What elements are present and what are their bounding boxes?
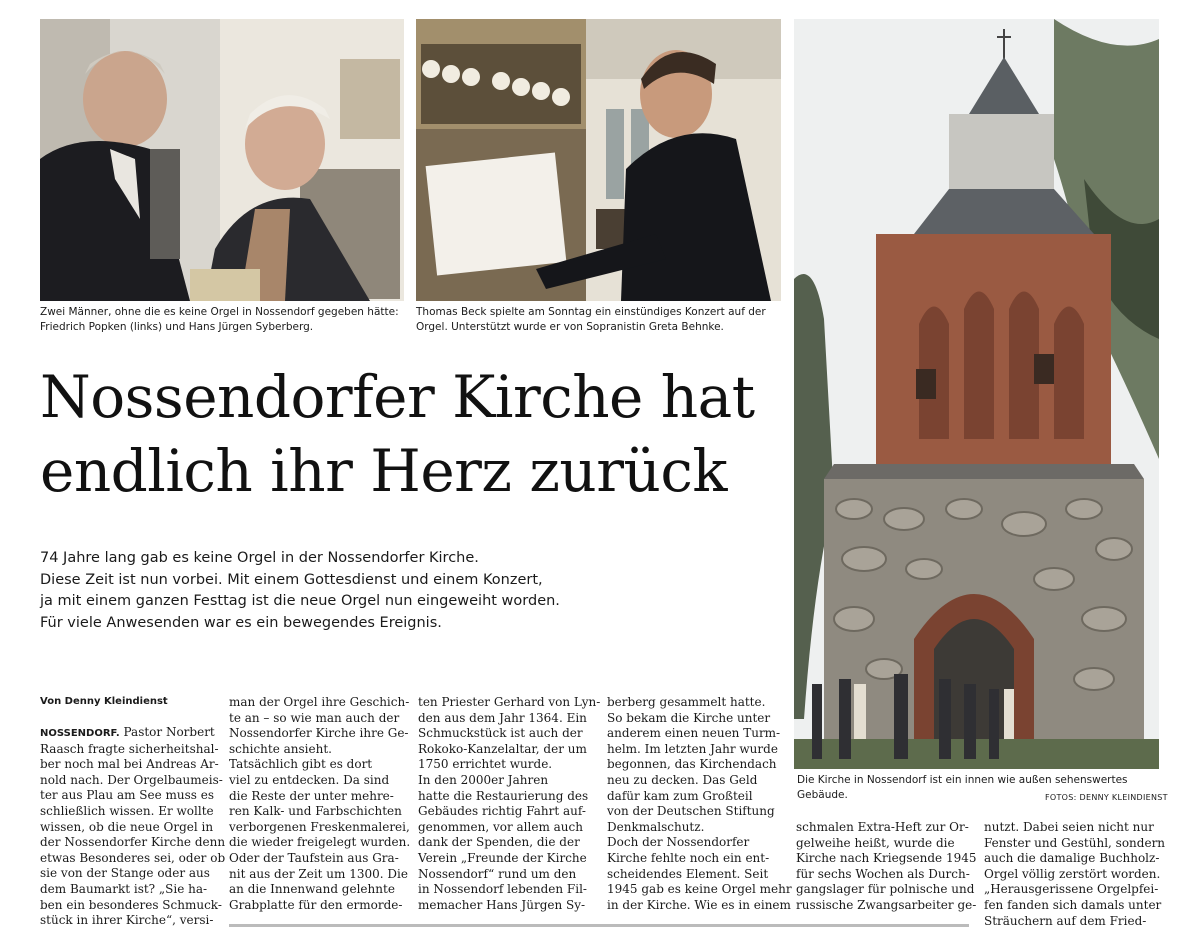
body-line: in der Kirche. Wie es in einem [607,897,791,912]
body-line: begonnen, das Kirchendach [607,757,777,772]
body-line: dem Baumarkt ist? „Sie ha- [40,881,208,896]
body-line: an die Innenwand gelehnte [229,882,395,897]
body-line: für sechs Wochen als Durch- [796,866,970,881]
bottom-rule [229,924,969,927]
body-line: Nossendorfer Kirche ihre Ge- [229,726,409,741]
body-line: 1945 gab es keine Orgel mehr [607,882,792,897]
body-line: viel zu entdecken. Da sind [229,772,390,787]
body-line: Pastor Norbert [119,725,215,739]
organist-at-organ-photo [416,19,781,301]
body-line: verborgenen Freskenmalerei, [229,819,410,834]
body-line: Fenster und Gestühl, sondern [984,835,1166,850]
photo3-caption-line-2: Gebäude. [797,789,848,801]
body-line: stück in ihrer Kirche“, versi- [40,913,214,928]
church-tower-photo [794,19,1159,769]
body-line: Oder der Taufstein aus Gra- [229,850,399,865]
body-line: Sträuchern auf dem Fried- [984,913,1147,928]
photo1-caption [40,305,410,335]
body-line: „Herausgerissene Orgelpfei- [984,882,1159,897]
body-line: Rokoko-Kanzelaltar, der um [418,741,587,756]
headline-line-1: Nossendorfer Kirche hat [40,363,755,431]
body-line: schmalen Extra-Heft zur Or- [796,820,969,834]
photo3-caption-line-1: Die Kirche in Nossendorf ist ein innen wie außen sehenswertes [797,774,1128,786]
body-line: dafür kam zum Großteil [607,788,753,803]
body-line: ten Priester Gerhard von Lyn- [418,695,601,709]
body-column-4 [607,695,792,913]
body-line: etwas Besonderes sei, oder ob [40,850,226,865]
headline [40,360,790,508]
body-line: te an – so wie man auch der [229,710,400,725]
photo-two-men [40,19,404,301]
body-line: Tatsächlich gibt es dort [229,757,373,772]
body-line: hatte die Restaurierung des [418,788,589,803]
body-line: ren Kalk- und Farbschichten [229,804,402,819]
body-line: man der Orgel ihre Geschich- [229,695,410,709]
body-line: anderem einen neuen Turm- [607,726,781,741]
body-column-5 [796,820,977,914]
lead-line-3: ja mit einem ganzen Festtag ist die neue Orgel nun eingeweiht worden. [40,593,560,609]
photo1-caption-line-2: Friedrich Popken (links) und Hans Jürgen Syberberg. [40,321,314,333]
photo-organist [416,19,781,301]
body-line: dank der Spenden, die der [418,835,580,850]
body-line: genommen, vor allem auch [418,819,583,834]
lead-line-4: Für viele Anwesenden war es ein bewegendes Ereignis. [40,614,442,631]
body-line: nit aus der Zeit um 1300. Die [229,866,408,881]
photo2-caption-line-1: Thomas Beck spielte am Sonntag ein einstündiges Konzert auf der [416,306,766,318]
lead-line-1: 74 Jahre lang gab es keine Orgel in der Nossendorfer Kirche. [40,550,479,566]
body-line: von der Deutschen Stiftung [607,804,775,819]
body-line: ter aus Plau am See muss es [40,788,215,803]
body-line: berberg gesammelt hatte. [607,695,766,709]
photo1-caption-line-1: Zwei Männer, ohne die es keine Orgel in Nossendorf gegeben hätte: [40,306,399,318]
body-line: memacher Hans Jürgen Sy- [418,897,586,912]
body-line: ben ein besonderes Schmuck- [40,897,222,912]
body-line: Orgel völlig zerstört worden. [984,866,1161,881]
byline: Von Denny Kleindienst [40,696,168,707]
body-line: Nossendorf“ rund um den [418,866,577,881]
body-line: nutzt. Dabei seien nicht nur [984,820,1154,834]
body-column-6 [984,820,1166,929]
body-line: gangslager für polnische und [796,882,975,897]
photo-church [794,19,1159,769]
body-line: Kirche nach Kriegsende 1945 [796,851,977,866]
body-line: scheidendes Element. Seit [607,866,769,881]
lead-paragraph [40,548,600,634]
body-line: die Reste der unter mehre- [229,788,394,803]
body-line: den aus dem Jahr 1364. Ein [418,710,587,725]
body-line: die wieder freigelegt wurden. [229,835,411,850]
body-line: wissen, ob die neue Orgel in [40,819,214,834]
body-column-2 [229,695,411,913]
body-line: Doch der Nossendorfer [607,835,750,850]
body-line: russische Zwangsarbeiter ge- [796,897,977,912]
body-line: fen fanden sich damals unter [984,897,1162,912]
body-line: Gebäudes richtig Fahrt auf- [418,804,586,819]
body-line: schichte ansieht. [229,741,332,756]
body-line: So bekam die Kirche unter [607,710,771,725]
body-line: gelweihe heißt, wurde die [796,835,955,850]
body-line: der Nossendorfer Kirche denn [40,835,226,850]
body-line: schließlich wissen. Er wollte [40,803,214,818]
photo2-caption [416,305,786,335]
body-column-1 [40,725,226,929]
body-line: helm. Im letzten Jahr wurde [607,741,778,756]
body-line: neu zu decken. Das Geld [607,772,758,787]
body-column-3 [418,695,601,913]
body-line: auch die damalige Buchholz- [984,851,1160,866]
photo-credit: FOTOS: DENNY KLEINDIENST [1045,793,1168,802]
body-line: Grabplatte für den ermorde- [229,897,403,912]
body-line: nold nach. Der Orgelbaumeis- [40,772,223,787]
body-line: sie von der Stange oder aus [40,866,210,881]
body-line: Verein „Freunde der Kirche [418,850,587,865]
headline-line-2: endlich ihr Herz zurück [40,437,727,505]
body-line: Kirche fehlte noch ein ent- [607,850,770,865]
photo2-caption-line-2: Orgel. Unterstützt wurde er von Sopranistin Greta Behnke. [416,321,724,333]
body-line: Schmuckstück ist auch der [418,726,583,741]
body-line: 1750 errichtet wurde. [418,757,553,772]
body-line: in Nossendorf lebenden Fil- [418,882,587,897]
body-line: ber noch mal bei Andreas Ar- [40,757,219,772]
body-line: In den 2000er Jahren [418,772,549,787]
lead-line-2: Diese Zeit ist nun vorbei. Mit einem Gottesdienst und einem Konzert, [40,571,543,588]
body-line: Raasch fragte sicherheitshal- [40,741,219,756]
dateline: NOSSENDORF. [40,728,120,739]
body-line: Denkmalschutz. [607,819,705,834]
two-men-talking-photo [40,19,404,301]
